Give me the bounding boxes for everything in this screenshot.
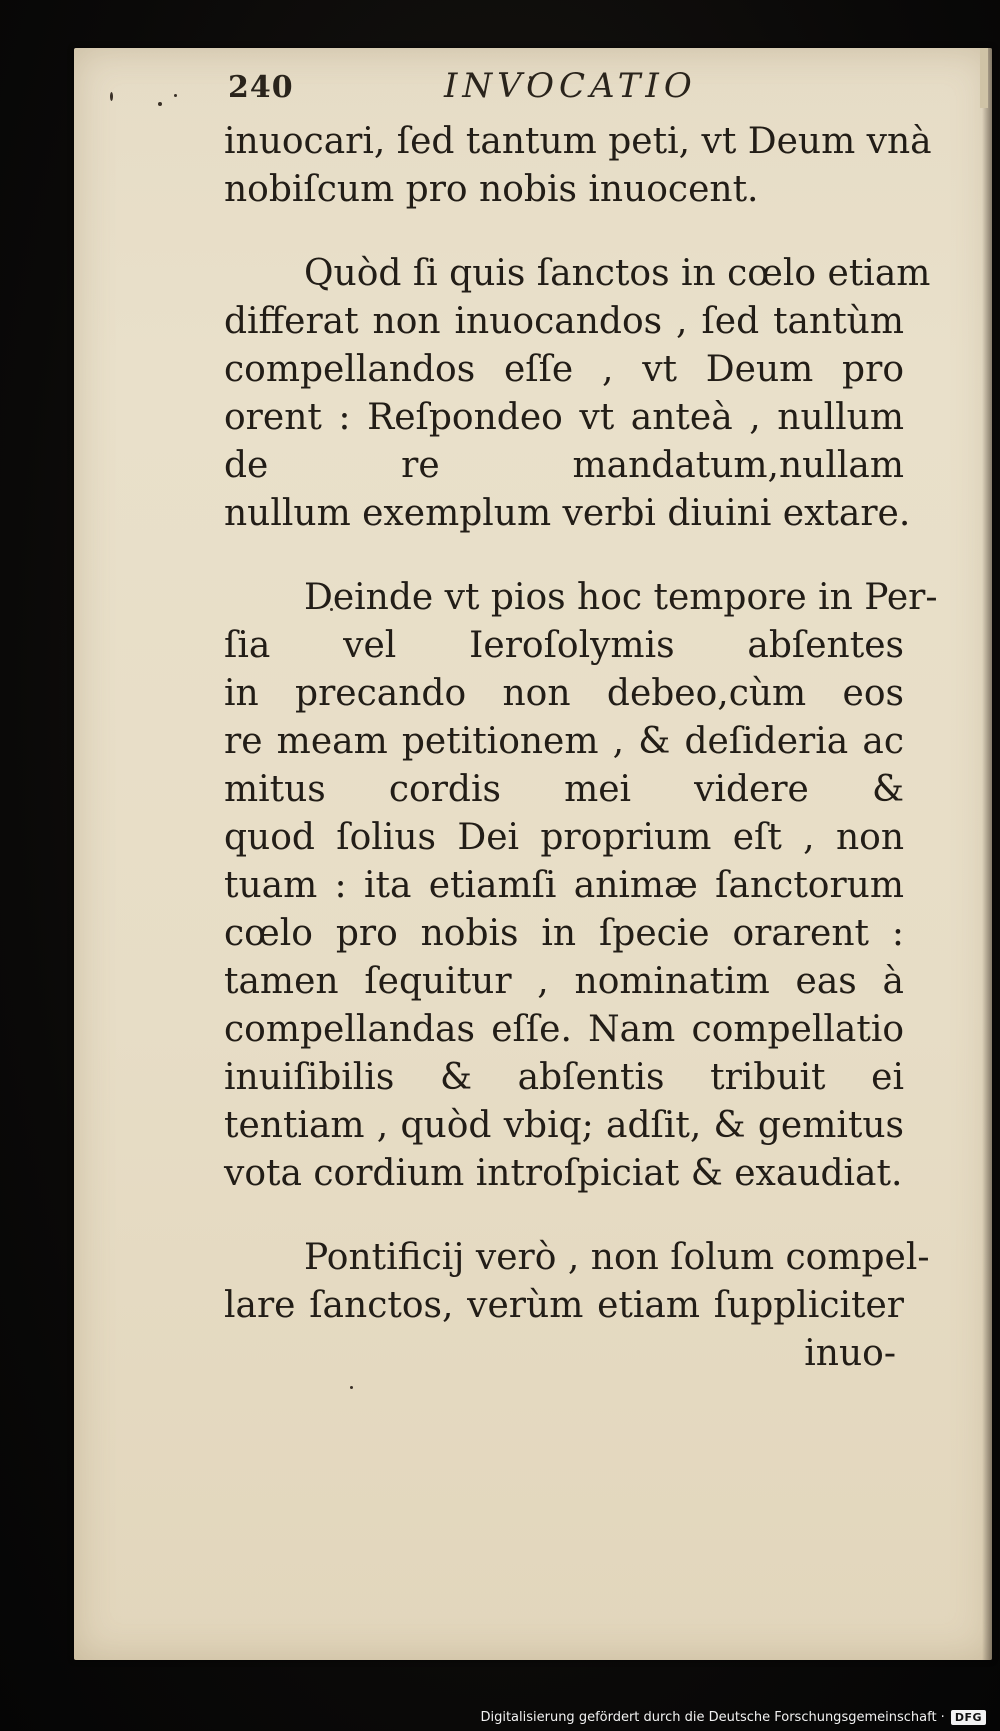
text-line: Deinde vt pios hoc tempore in Per-: [304, 577, 938, 618]
text-line: cœlo pro nobis in ſpecie orarent :: [224, 913, 904, 954]
adjacent-page-sliver: [980, 48, 988, 108]
text-line: tamen ſequitur , nominatim eas à: [224, 961, 904, 1002]
page-number: 240: [228, 70, 294, 105]
catchword: inuo-: [804, 1333, 896, 1374]
text-line: tentiam , quòd vbiq; adſit, & gemitus: [224, 1105, 904, 1146]
text-line: Pontificij verò , non ſolum compel-: [304, 1237, 930, 1278]
digitization-credit: [480, 1705, 986, 1729]
text-line: vota cordium introſpiciat & exaudiat.: [224, 1153, 903, 1194]
paragraph-gap: [224, 1198, 904, 1234]
ink-speck: [350, 1386, 353, 1389]
paragraph-gap: [224, 538, 904, 574]
text-line: re meam petitionem , & deſideria ac: [224, 721, 904, 762]
ink-speck: [110, 92, 113, 101]
body-text: [224, 118, 938, 1378]
ink-speck: [174, 94, 177, 97]
text-line: lare ſanctos, verùm etiam ſuppliciter: [224, 1285, 904, 1326]
text-line: in precando non debeo,cùm eos: [224, 673, 904, 714]
text-line: inuocari, ſed tantum peti, vt Deum vnà: [224, 121, 932, 162]
text-line: orent : Reſpondeo vt anteà , nullum: [224, 397, 904, 438]
text-line: compellandas eſſe. Nam compellatio: [224, 1009, 904, 1050]
paragraph-gap: [224, 214, 904, 250]
text-line: compellandos eſſe , vt Deum pro: [224, 349, 904, 390]
page-edge-shadow: [982, 48, 992, 1660]
ink-speck: [158, 102, 162, 106]
text-line: nullum exemplum verbi diuini extare.: [224, 493, 911, 534]
credit-text: Digitalisierung gefördert durch die Deutsche Forschungsgemeinschaft ·: [480, 1709, 945, 1725]
text-line: quod ſolius Dei proprium eſt , non: [224, 817, 904, 858]
text-line: nobiſcum pro nobis inuocent.: [224, 169, 759, 210]
dfg-logo: DFG: [951, 1710, 986, 1725]
text-line: tuam : ita etiamſi animæ ſanctorum: [224, 865, 904, 906]
page-header: [228, 66, 918, 116]
text-line: differat non inuocandos , ſed tantùm: [224, 301, 904, 342]
text-line: de re mandatum,nullam: [224, 445, 904, 486]
text-line: Quòd ſi quis ſanctos in cœlo etiam: [304, 253, 931, 294]
text-line: inuiſibilis & abſentis tribuit ei: [224, 1057, 904, 1098]
running-head: INVOCATIO: [444, 66, 697, 106]
text-line: ſia vel Ieroſolymis abſentes: [224, 625, 904, 666]
text-line: mitus cordis mei videre &: [224, 769, 904, 810]
